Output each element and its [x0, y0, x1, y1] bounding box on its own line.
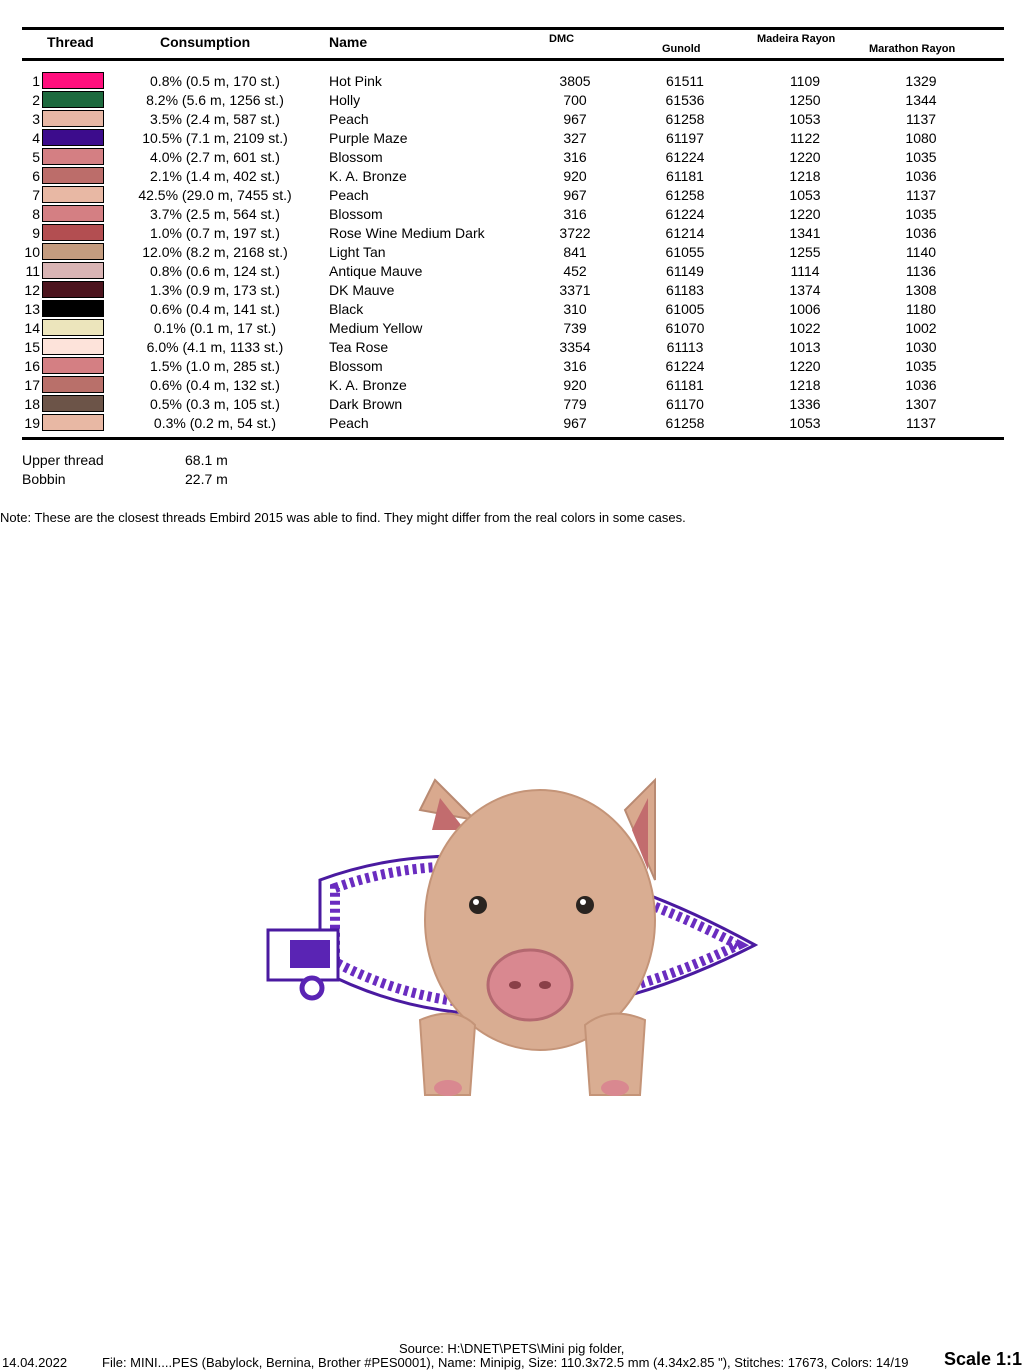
madeira-cell: 1374 [789, 282, 821, 298]
thread-color-swatch [42, 281, 104, 298]
thread-color-swatch [42, 357, 104, 374]
madeira-cell: 1114 [790, 263, 820, 279]
consumption-cell: 0.8% (0.5 m, 170 st.) [150, 73, 280, 89]
consumption-cell: 1.5% (1.0 m, 285 st.) [150, 358, 280, 374]
marathon-cell: 1036 [905, 225, 937, 241]
footer-date: 14.04.2022 [2, 1355, 68, 1370]
thread-number: 19 [24, 415, 40, 431]
consumption-cell: 6.0% (4.1 m, 1133 st.) [146, 339, 284, 355]
thread-color-swatch [42, 167, 104, 184]
marathon-cell: 1344 [905, 92, 937, 108]
table-row [0, 280, 1024, 299]
dmc-cell: 779 [563, 396, 587, 412]
footer-scale: Scale 1:1 [943, 1349, 1022, 1369]
thread-name-cell: Holly [329, 92, 361, 108]
thread-number: 12 [24, 282, 40, 298]
thread-number: 16 [24, 358, 40, 374]
thread-number: 9 [32, 225, 40, 241]
dmc-cell: 316 [563, 149, 587, 165]
madeira-cell: 1220 [789, 358, 821, 374]
thread-name-cell: Medium Yellow [329, 320, 423, 336]
marathon-cell: 1035 [905, 206, 937, 222]
gunold-cell: 61258 [665, 187, 705, 203]
gunold-cell: 61055 [665, 244, 705, 260]
gunold-cell: 61511 [666, 73, 704, 89]
table-row [0, 394, 1024, 413]
dmc-cell: 967 [563, 415, 587, 431]
marathon-cell: 1030 [905, 339, 937, 355]
marathon-cell: 1137 [905, 187, 937, 203]
thread-number: 14 [24, 320, 40, 336]
marathon-cell: 1035 [905, 149, 937, 165]
table-row [0, 356, 1024, 375]
gunold-cell: 61183 [666, 282, 704, 298]
thread-color-swatch [42, 72, 104, 89]
consumption-cell: 42.5% (29.0 m, 7455 st.) [138, 187, 292, 203]
consumption-cell: 0.3% (0.2 m, 54 st.) [153, 415, 277, 431]
thread-name-cell: Peach [329, 415, 369, 431]
thread-number: 17 [24, 377, 40, 393]
thread-number: 2 [32, 92, 40, 108]
thread-color-swatch [42, 395, 104, 412]
marathon-cell: 1002 [905, 320, 937, 336]
table-row [0, 318, 1024, 337]
dmc-cell: 316 [563, 206, 587, 222]
madeira-cell: 1336 [789, 396, 821, 412]
thread-name-cell: Purple Maze [329, 130, 408, 146]
marathon-cell: 1080 [905, 130, 937, 146]
thread-number: 7 [32, 187, 40, 203]
consumption-cell: 1.3% (0.9 m, 173 st.) [150, 282, 280, 298]
header-thread: Thread [47, 34, 94, 50]
consumption-cell: 10.5% (7.1 m, 2109 st.) [142, 130, 288, 146]
thread-color-swatch [42, 338, 104, 355]
consumption-cell: 3.7% (2.5 m, 564 st.) [150, 206, 280, 222]
marathon-cell: 1136 [905, 263, 937, 279]
dmc-cell: 739 [563, 320, 587, 336]
thread-number: 3 [32, 111, 40, 127]
thread-number: 10 [24, 244, 40, 260]
table-row [0, 90, 1024, 109]
thread-number: 18 [24, 396, 40, 412]
dmc-cell: 920 [563, 168, 587, 184]
marathon-cell: 1036 [905, 377, 937, 393]
thread-color-swatch [42, 148, 104, 165]
madeira-cell: 1053 [789, 187, 821, 203]
dmc-cell: 3371 [559, 282, 591, 298]
thread-color-swatch [42, 129, 104, 146]
gunold-cell: 61258 [665, 415, 705, 431]
gunold-cell: 61258 [665, 111, 705, 127]
marathon-cell: 1137 [905, 415, 937, 431]
gunold-cell: 61536 [665, 92, 705, 108]
gunold-cell: 61197 [666, 130, 704, 146]
bobbin-value: 22.7 m [185, 471, 228, 487]
madeira-cell: 1218 [789, 377, 821, 393]
gunold-cell: 61005 [665, 301, 705, 317]
marathon-cell: 1180 [905, 301, 937, 317]
dmc-cell: 920 [563, 377, 587, 393]
thread-name-cell: Peach [329, 187, 369, 203]
table-row [0, 109, 1024, 128]
header-dmc: DMC [549, 33, 575, 45]
gunold-cell: 61224 [665, 206, 705, 222]
thread-color-swatch [42, 186, 104, 203]
thread-number: 1 [32, 73, 40, 89]
thread-name-cell: DK Mauve [329, 282, 395, 298]
madeira-cell: 1341 [789, 225, 821, 241]
header-madeira: Madeira Rayon [757, 33, 836, 45]
thread-color-swatch [42, 262, 104, 279]
marathon-cell: 1035 [905, 358, 937, 374]
upper-thread-value: 68.1 m [185, 452, 228, 468]
table-row [0, 242, 1024, 261]
marathon-cell: 1307 [905, 396, 937, 412]
madeira-cell: 1006 [789, 301, 821, 317]
thread-name-cell: Hot Pink [329, 73, 382, 89]
thread-name-cell: Dark Brown [329, 396, 403, 412]
thread-color-swatch [42, 300, 104, 317]
table-row [0, 413, 1024, 432]
dmc-cell: 310 [563, 301, 587, 317]
thread-name-cell: Black [329, 301, 364, 317]
dmc-cell: 967 [563, 187, 587, 203]
upper-thread-label: Upper thread [22, 452, 104, 468]
madeira-cell: 1255 [789, 244, 821, 260]
thread-number: 11 [25, 263, 40, 279]
consumption-cell: 4.0% (2.7 m, 601 st.) [150, 149, 280, 165]
table-row [0, 204, 1024, 223]
table-row [0, 299, 1024, 318]
consumption-cell: 0.6% (0.4 m, 132 st.) [150, 377, 280, 393]
table-row [0, 375, 1024, 394]
dmc-cell: 316 [563, 358, 587, 374]
madeira-cell: 1013 [789, 339, 821, 355]
madeira-cell: 1218 [789, 168, 821, 184]
thread-name-cell: K. A. Bronze [329, 377, 407, 393]
consumption-cell: 3.5% (2.4 m, 587 st.) [150, 111, 280, 127]
gunold-cell: 61170 [666, 396, 704, 412]
thread-note: Note: These are the closest threads Embird 2015 was able to find. They might differ from the real colors in some cases. [0, 510, 686, 525]
consumption-cell: 8.2% (5.6 m, 1256 st.) [146, 92, 284, 108]
consumption-cell: 2.1% (1.4 m, 402 st.) [150, 168, 280, 184]
table-row [0, 147, 1024, 166]
gunold-cell: 61214 [665, 225, 705, 241]
consumption-cell: 0.5% (0.3 m, 105 st.) [150, 396, 280, 412]
consumption-cell: 0.1% (0.1 m, 17 st.) [153, 320, 277, 336]
consumption-cell: 0.8% (0.6 m, 124 st.) [150, 263, 280, 279]
pig-illustration [420, 780, 655, 1096]
footer-file-info: File: MINI....PES (Babylock, Bernina, Brother #PES0001), Name: Minipig, Size: 110.3x72.5 mm (4.34x2.85 "), Stitches: 17673, Colors: 14/19 [102, 1355, 909, 1370]
thread-name-cell: Antique Mauve [329, 263, 423, 279]
madeira-cell: 1220 [789, 149, 821, 165]
table-header-rule [22, 58, 1004, 61]
table-row [0, 166, 1024, 185]
thread-color-swatch [42, 205, 104, 222]
thread-color-swatch [42, 224, 104, 241]
marathon-cell: 1140 [905, 244, 937, 260]
footer-source: Source: H:\DNET\PETS\Mini pig folder, [399, 1341, 625, 1356]
marathon-cell: 1137 [905, 111, 937, 127]
thread-number: 8 [32, 206, 40, 222]
madeira-cell: 1109 [789, 73, 821, 89]
madeira-cell: 1250 [789, 92, 821, 108]
thread-color-swatch [42, 376, 104, 393]
header-name: Name [329, 34, 368, 50]
madeira-cell: 1022 [789, 320, 821, 336]
thread-number: 13 [24, 301, 40, 317]
table-row [0, 261, 1024, 280]
thread-name-cell: Peach [329, 111, 369, 127]
gunold-cell: 61181 [666, 168, 704, 184]
marathon-cell: 1329 [905, 73, 937, 89]
thread-name-cell: Light Tan [329, 244, 386, 260]
madeira-cell: 1122 [789, 130, 821, 146]
dmc-cell: 3354 [559, 339, 591, 355]
consumption-cell: 1.0% (0.7 m, 197 st.) [150, 225, 280, 241]
dmc-cell: 327 [563, 130, 587, 146]
header-consumption: Consumption [160, 34, 251, 50]
gunold-cell: 61149 [666, 263, 704, 279]
gunold-cell: 61224 [665, 149, 705, 165]
madeira-cell: 1053 [789, 415, 821, 431]
thread-number: 6 [32, 168, 40, 184]
thread-color-swatch [42, 243, 104, 260]
dmc-cell: 841 [563, 244, 587, 260]
thread-number: 15 [24, 339, 40, 355]
bobbin-label: Bobbin [22, 471, 66, 487]
consumption-cell: 0.6% (0.4 m, 141 st.) [150, 301, 280, 317]
madeira-cell: 1220 [789, 206, 821, 222]
thread-color-swatch [42, 91, 104, 108]
thread-color-swatch [42, 414, 104, 431]
thread-name-cell: K. A. Bronze [329, 168, 407, 184]
gunold-cell: 61224 [665, 358, 705, 374]
header-gunold: Gunold [662, 43, 701, 55]
marathon-cell: 1036 [905, 168, 937, 184]
dmc-cell: 452 [563, 263, 587, 279]
dmc-cell: 3722 [559, 225, 591, 241]
table-bottom-rule [22, 437, 1004, 440]
table-row [0, 223, 1024, 242]
gunold-cell: 61070 [665, 320, 705, 336]
thread-number: 5 [32, 149, 40, 165]
gunold-cell: 61113 [666, 339, 704, 355]
dmc-cell: 3805 [559, 73, 591, 89]
thread-name-cell: Blossom [329, 206, 383, 222]
thread-name-cell: Rose Wine Medium Dark [329, 225, 485, 241]
thread-name-cell: Blossom [329, 149, 383, 165]
marathon-cell: 1308 [905, 282, 937, 298]
thread-color-swatch [42, 110, 104, 127]
dmc-cell: 967 [563, 111, 587, 127]
thread-name-cell: Blossom [329, 358, 383, 374]
table-row [0, 337, 1024, 356]
madeira-cell: 1053 [789, 111, 821, 127]
thread-number: 4 [32, 130, 40, 146]
table-row [0, 128, 1024, 147]
table-row [0, 71, 1024, 90]
table-top-rule [22, 27, 1004, 30]
consumption-cell: 12.0% (8.2 m, 2168 st.) [142, 244, 288, 260]
thread-color-swatch [42, 319, 104, 336]
embroidery-design-preview [260, 770, 760, 1110]
header-marathon: Marathon Rayon [869, 43, 956, 55]
thread-name-cell: Tea Rose [329, 339, 389, 355]
gunold-cell: 61181 [666, 377, 704, 393]
table-row [0, 185, 1024, 204]
dmc-cell: 700 [563, 92, 587, 108]
